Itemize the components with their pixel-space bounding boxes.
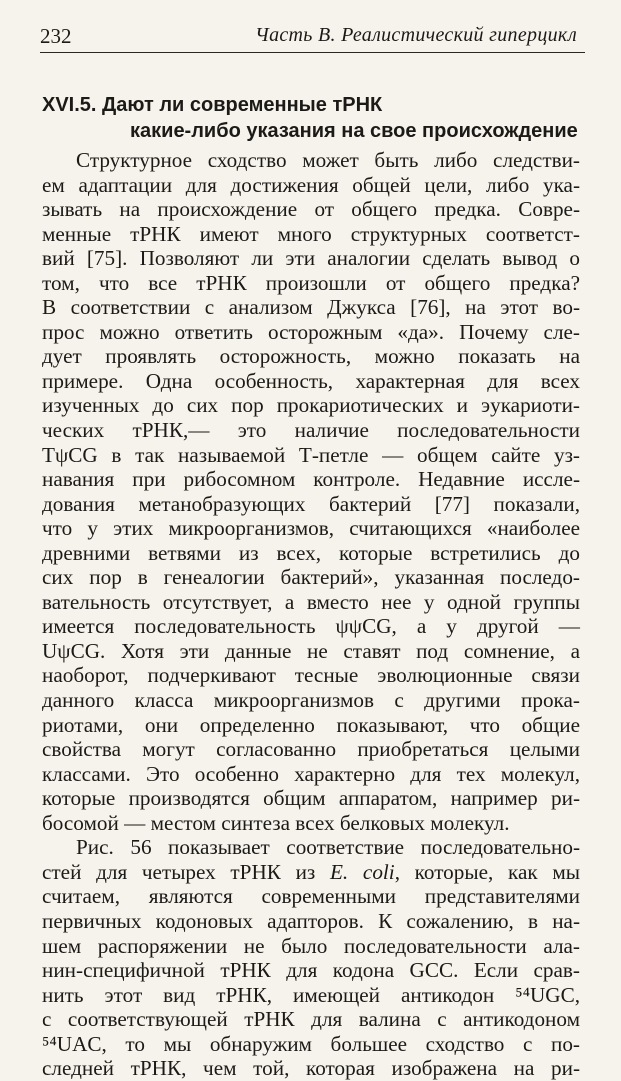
- text-line: риотами, они определенно показывают, что общие: [42, 712, 580, 737]
- text-line: зывать на происхождение от общего предка. Совре-: [42, 197, 580, 222]
- text-line: наоборот, подчеркивают тесные эволюционные связи: [42, 663, 580, 688]
- text-line: том, что все тРНК произошли от общего предка?: [42, 270, 580, 295]
- text-line: навания при рибосомном контроле. Недавние иссле-: [42, 467, 580, 492]
- text-line: имеется последовательность ψψCG, а у другой —: [42, 614, 580, 639]
- text-line: примере. Одна особенность, характерная для всех: [42, 368, 580, 393]
- text-line: нин-специфичной тРНК для кодона GCC. Если срав-: [42, 958, 580, 983]
- text-line: прос можно ответить осторожным «да». Почему сле-: [42, 319, 580, 344]
- text-line: следней тРНК, чем той, которая изображена на ри-: [42, 1056, 580, 1081]
- running-title: Часть В. Реалистический гиперцикл: [254, 24, 577, 46]
- text-line: дует проявлять осторожность, можно показать на: [42, 344, 580, 369]
- section-title-line-1: XVI.5. Дают ли современные тРНК: [42, 94, 383, 116]
- text-line: нить этот вид тРНК, имеющей антикодон ⁵⁴UGC,: [42, 982, 580, 1007]
- page-header: [40, 22, 585, 53]
- section-heading: [42, 92, 582, 144]
- paragraph-1: [42, 148, 580, 835]
- text-line: классами. Это особенно характерно для тех молекул,: [42, 761, 580, 786]
- text-line: первичных кодоновых адапторов. К сожалению, в на-: [42, 908, 580, 933]
- text-line: шем распоряжении не было последовательности ала-: [42, 933, 580, 958]
- text-line: менные тРНК имеют много структурных соответст-: [42, 221, 580, 246]
- text-line: данного класса микроорганизмов с другими прока-: [42, 688, 580, 713]
- section-title-line-2: какие-либо указания на свое происхождение: [130, 120, 578, 142]
- text-line: В соответствии с анализом Джукса [76], на этот во-: [42, 295, 580, 320]
- text-line: вий [75]. Позволяют ли эти аналогии сделать вывод о: [42, 246, 580, 271]
- text-line: дования метанобразующих бактерий [77] показали,: [42, 491, 580, 516]
- text-line: ем адаптации для достижения общей цели, либо ука-: [42, 172, 580, 197]
- text-line: древними ветвями из всех, которые встретились до: [42, 540, 580, 565]
- text-line: ческих тРНК,— это наличие последовательности: [42, 418, 580, 443]
- text-line: изученных до сих пор прокариотических и эукариоти-: [42, 393, 580, 418]
- page-number: 232: [40, 24, 72, 48]
- text-line: вательность отсутствует, а вместо нее у одной группы: [42, 589, 580, 614]
- text-line: сих пор в генеалогии бактерий», указанная последо-: [42, 565, 580, 590]
- text-line: стей для четырех тРНК из E. coli, которые, как мы: [42, 859, 580, 884]
- text-line: Структурное сходство может быть либо следстви-: [76, 148, 580, 172]
- paragraph-2: [42, 835, 580, 1080]
- text-line: свойства могут согласованно приобретаться целыми: [42, 737, 580, 762]
- text-line: UψCG. Хотя эти данные не ставят под сомнение, а: [42, 638, 580, 663]
- text-line: Рис. 56 показывает соответствие последовательно-: [76, 835, 580, 860]
- text-line: ⁵⁴UAC, то мы обнаружим большее сходство с по-: [42, 1031, 580, 1056]
- text-line: что у этих микроорганизмов, считающихся «наиболее: [42, 516, 580, 541]
- text-line: босомой — местом синтеза всех белковых молекул.: [42, 810, 510, 835]
- text-line: TψCG в так называемой Т-петле — общем сайте уз-: [42, 442, 580, 467]
- text-line: которые производятся общим аппаратом, например ри-: [42, 786, 580, 811]
- text-line: считаем, являются современными представителями: [42, 884, 580, 909]
- species-name: E. coli: [329, 859, 395, 884]
- text-line: с соответствующей тРНК для валина с антикодоном: [42, 1007, 580, 1032]
- body-text: [42, 148, 580, 1081]
